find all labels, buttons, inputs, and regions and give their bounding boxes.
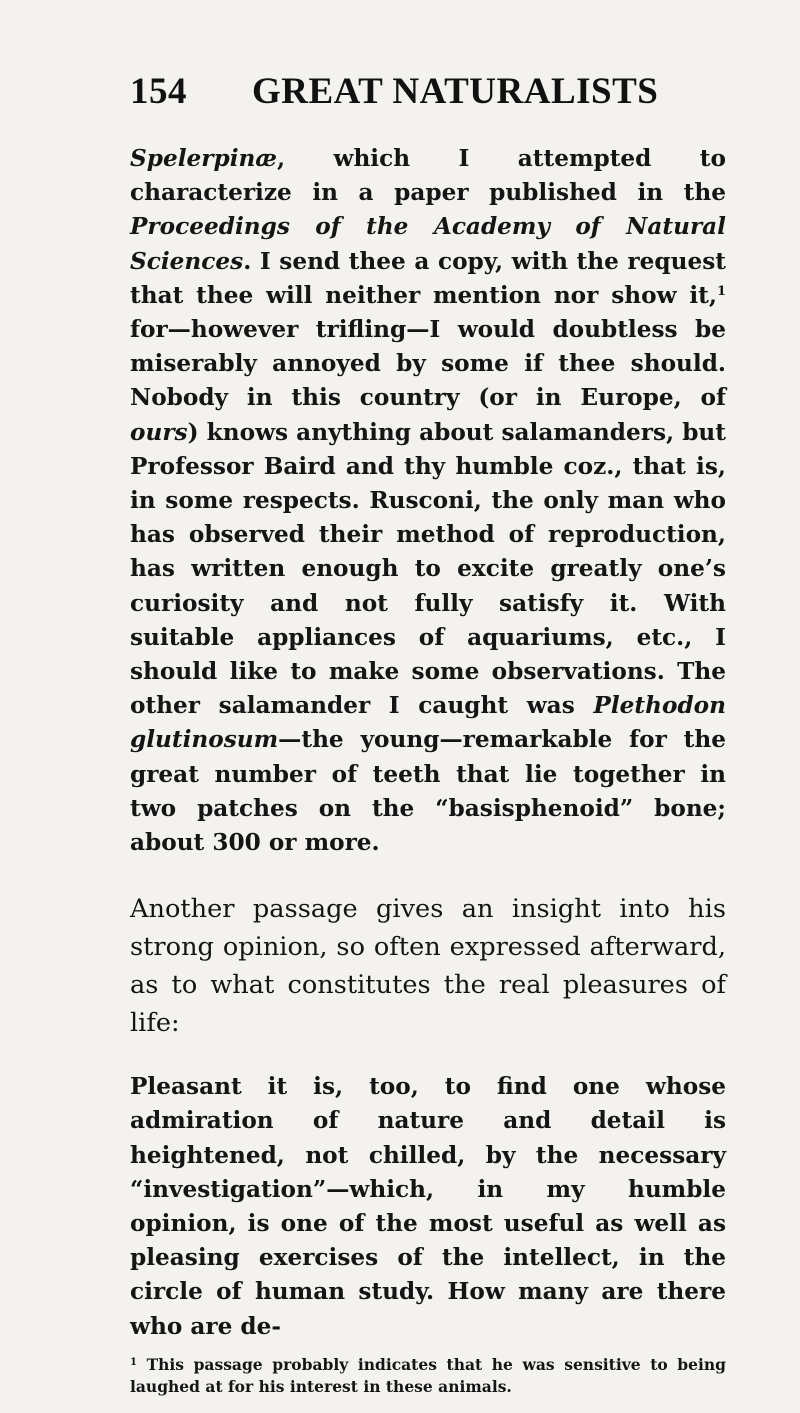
footnote (130, 1354, 726, 1398)
narrative-paragraph: Another passage gives an insight into his strong opinion, so often expressed afterward, as to what constitutes the real pleasures of life: (130, 894, 726, 1039)
quote-italic-text: Proceedings of the Academy of Natural Sciences (130, 213, 726, 275)
quote-italic-text: Spelerpinæ (130, 145, 277, 172)
running-title: GREAT NATURALISTS (252, 71, 659, 112)
book-page (130, 70, 726, 1413)
quote-text: for—however trifling—I would doubtless be miserably annoyed by some if thee should. Nobody in this country (or in Europe, of (130, 316, 726, 412)
quote-italic-text: Plethodon glutinosum (130, 692, 726, 754)
footnote-marker: 1 (130, 1356, 137, 1368)
quote-text: ) knows anything about salamanders, but Professor Baird and thy humble coz., that is, in some respects. Rusconi, the only man who has observed their method of reproduction, has written enough to excite greatly one’s curiosity and not fully satisfy it. With suitable appliances of aquariums, etc., I should like to make some observations. The other salamander I caught was (130, 418, 726, 720)
footnote-reference: 1 (716, 283, 726, 299)
quote-italic-text: ours (130, 418, 188, 446)
running-head (130, 70, 726, 142)
footnote-text: This passage probably indicates that he was sensitive to being laughed at for his interest in these animals. (130, 1354, 726, 1396)
quote-text: . I send thee a copy, with the request that thee will neither mention nor show it, (130, 247, 726, 309)
quote-text: , which I attempted to characterize in a paper published in the (130, 145, 726, 207)
quoted-letter-paragraph (130, 142, 726, 860)
quoted-passage-paragraph: Pleasant it is, too, to find one whose admiration of nature and detail is heightened, not chilled, by the necessary “investigation”—which, in my humble opinion, is one of the most useful as well as pleasing exercises of the intellect, in the circle of human study. How many are there who are de- (130, 1073, 726, 1340)
page-number: 154 (130, 71, 187, 112)
quote-text: —the young—remarkable for the great number of teeth that lie together in two patches on the “basisphenoid” bone; about 300 or more. (130, 726, 726, 857)
